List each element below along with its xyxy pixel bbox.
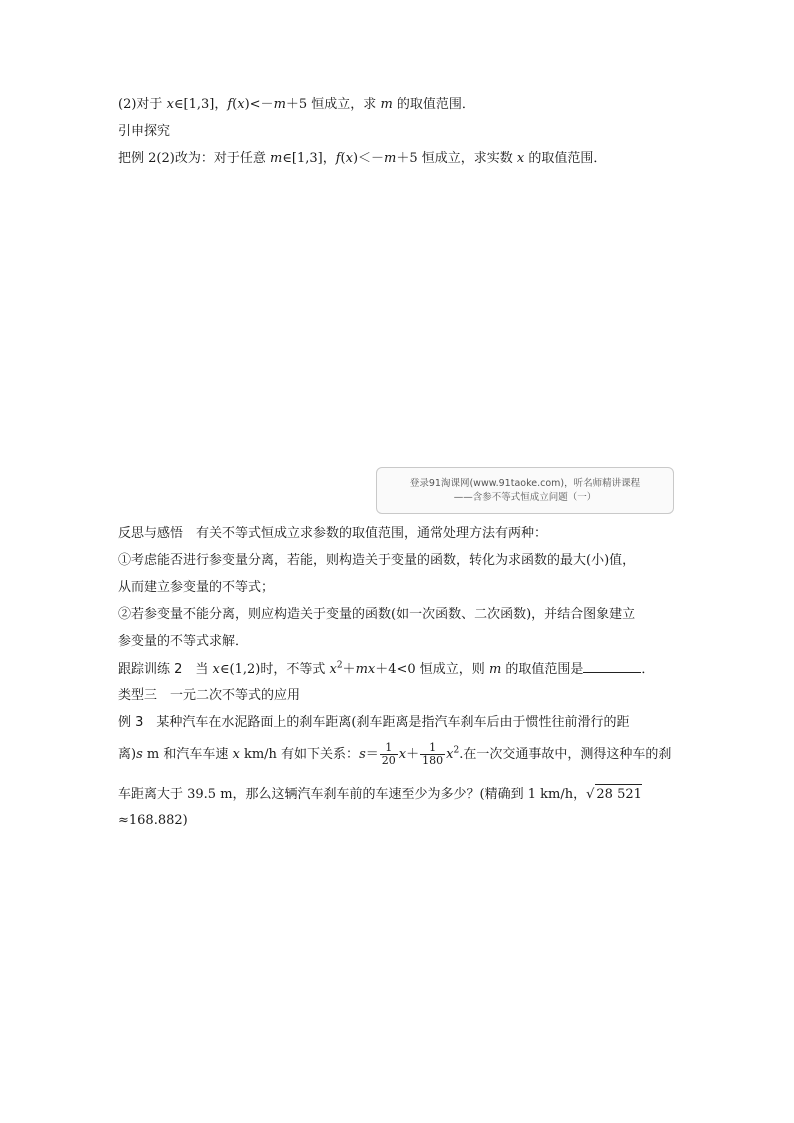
extension-question: [118, 149, 606, 169]
denominator: 180: [422, 754, 444, 767]
example-3-line-4: ≈168.882): [118, 813, 188, 828]
text: km/h 有如下关系：: [239, 747, 360, 762]
text: )＜－: [352, 151, 385, 166]
text: ＋4<0 恒成立，则: [375, 662, 489, 677]
numerator: 1: [380, 742, 398, 755]
exponent: 2: [453, 745, 460, 756]
banner-line-2: ——含参不等式恒成立问题（一）: [453, 492, 597, 503]
var: x: [166, 97, 174, 112]
video-course-banner[interactable]: [376, 467, 674, 514]
text: ∈(1,2)时，不等式: [219, 662, 330, 677]
func: f: [227, 97, 233, 112]
text: 的取值范围．: [392, 97, 475, 112]
reflection-title: 反思与感悟: [118, 526, 184, 541]
type-label: 类型三: [118, 688, 158, 703]
example-label: 例 3: [118, 715, 144, 730]
text: (2)对于: [118, 97, 167, 112]
training-label: 跟踪训练 2: [118, 662, 183, 677]
text: ＋5 恒成立，求: [285, 97, 381, 112]
var: x: [212, 662, 220, 677]
text: 的取值范围是: [501, 662, 584, 677]
reflection-item-2b: 参变量的不等式求解．: [118, 634, 249, 649]
text: (: [232, 97, 238, 112]
var: m: [273, 97, 286, 112]
text: 离): [118, 747, 137, 762]
var: m: [488, 662, 502, 677]
fraction: [420, 742, 445, 767]
text: (: [340, 151, 346, 166]
sqrt-sign: √: [586, 787, 595, 802]
text: 有关不等式恒成立求参数的取值范围，通常处理方法有两种：: [183, 526, 548, 541]
fraction: [380, 742, 398, 767]
reflection-item-1b: 从而建立参变量的不等式；: [118, 580, 275, 595]
text: ＋5 恒成立，求实数: [396, 151, 517, 166]
exponent: 2: [336, 660, 343, 671]
denominator: 20: [381, 754, 396, 767]
training-question: [118, 660, 654, 680]
text: ．: [641, 662, 655, 677]
question-2: [118, 95, 475, 115]
reflection-item-1a: ①考虑能否进行参变量分离，若能，则构造关于变量的函数，转化为求函数的最大(小)值，: [118, 553, 636, 568]
text: ＋: [342, 662, 356, 677]
answer-blank: [583, 660, 641, 673]
example-3-line-3: [118, 784, 642, 805]
var: x: [398, 747, 407, 762]
reflection-item-2a: ②若参变量不能分离，则应构造关于变量的函数(如一次函数、二次函数)，并结合图象建立: [118, 607, 636, 622]
text: ＝: [365, 747, 379, 762]
var: x: [329, 662, 337, 677]
var: s: [136, 747, 143, 762]
text: m 和汽车车速: [142, 747, 233, 762]
text: ∈[1,3]，: [173, 97, 228, 112]
var: x: [237, 97, 245, 112]
text: )<－: [244, 97, 274, 112]
text: .在一次交通事故中，测得这种车的刹: [459, 747, 672, 762]
text: 某种汽车在水泥路面上的刹车距离(刹车距离是指汽车刹车后由于惯性往前滑行的距: [143, 715, 630, 730]
reflection-intro: [118, 524, 547, 544]
var: m: [380, 97, 393, 112]
example-3-line-2: [118, 742, 671, 767]
type-title: 一元二次不等式的应用: [157, 688, 301, 703]
example-3-line-1: [118, 713, 629, 733]
var: x: [345, 151, 353, 166]
text: 当: [182, 662, 213, 677]
var: x: [516, 151, 525, 166]
text: ∈[1,3]，: [282, 151, 336, 166]
banner-line-1: 登录91淘课网(www.91taoke.com)，听名师精讲课程: [409, 478, 641, 489]
numerator: 1: [420, 742, 445, 755]
extension-heading: 引申探究: [118, 124, 171, 139]
var: m: [269, 151, 283, 166]
text: 的取值范围．: [524, 151, 607, 166]
text: 把例 2(2)改为：对于任意: [118, 151, 270, 166]
var: x: [232, 747, 240, 762]
var: s: [359, 747, 366, 762]
var: m: [384, 151, 397, 166]
text: ＋: [406, 747, 420, 762]
var: mx: [355, 662, 376, 677]
sqrt-radicand: 28 521: [595, 784, 642, 805]
func: f: [335, 151, 341, 166]
var: x: [446, 747, 454, 762]
type-3-heading: [118, 686, 300, 706]
text: 车距离大于 39.5 m，那么这辆汽车刹车前的车速至少为多少？(精确到 1 km/h，: [118, 787, 587, 802]
